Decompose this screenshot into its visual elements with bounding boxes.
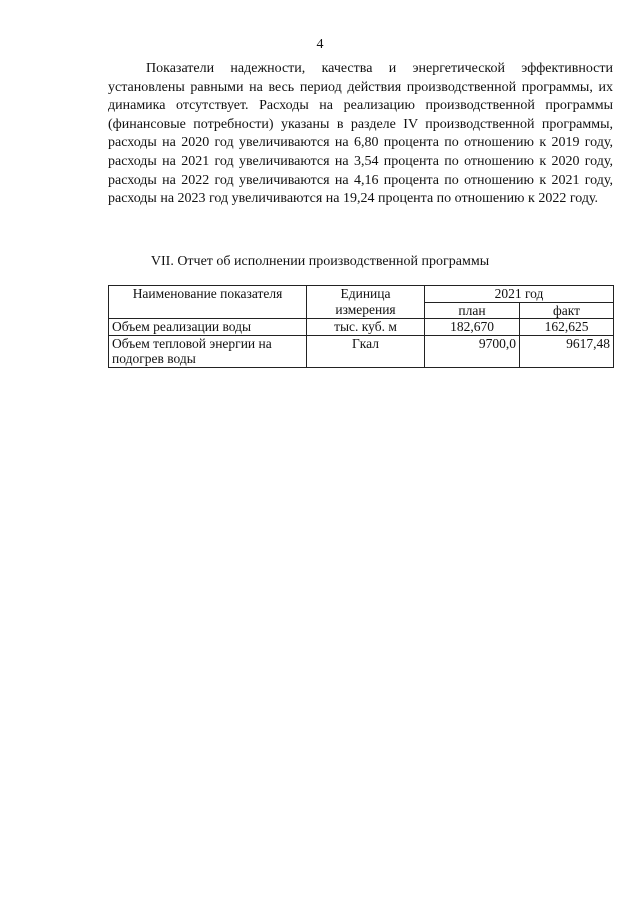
header-name: Наименование показателя — [109, 286, 307, 319]
header-fact: факт — [520, 302, 614, 319]
page-number: 4 — [316, 37, 324, 52]
report-table — [108, 285, 614, 368]
cell-plan: 9700,0 — [425, 335, 520, 367]
cell-name: Объем тепловой энергии на подогрев воды — [109, 335, 307, 367]
cell-unit: тыс. куб. м — [307, 319, 425, 336]
cell-plan: 182,670 — [425, 319, 520, 336]
table-row — [109, 335, 614, 367]
cell-fact: 9617,48 — [520, 335, 614, 367]
header-plan: план — [425, 302, 520, 319]
table-header-row — [109, 286, 614, 303]
header-unit: Единица измерения — [307, 286, 425, 319]
cell-fact: 162,625 — [520, 319, 614, 336]
section-title: VII. Отчет об исполнении производственной программы — [150, 254, 490, 269]
table-row — [109, 319, 614, 336]
header-year: 2021 год — [425, 286, 614, 303]
cell-unit: Гкал — [307, 335, 425, 367]
body-paragraph: Показатели надежности, качества и энергетической эффективности установлены равными на весь период действия производственной программы, их динамика отсутствует. Расходы на реализацию производственной программы (финансовые потребности) указаны в разделе IV производственной программы, расходы на 2020 год увеличиваются на 6,80 процента по отношению к 2019 году, расходы на 2021 год увеличиваются на 3,54 процента по отношению к 2020 году, расходы на 2022 год увеличиваются на 4,16 процента по отношению к 2021 году, расходы на 2023 год увеличиваются на 19,24 процента по отношению к 2022 году. — [108, 61, 613, 207]
cell-name: Объем реализации воды — [109, 319, 307, 336]
